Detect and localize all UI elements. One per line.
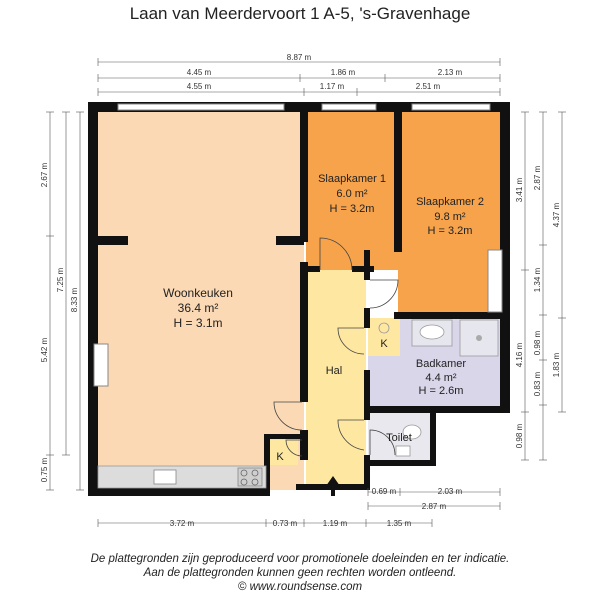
dim-right-a-1: 3.41 m — [515, 177, 524, 203]
woonkeuken-height: H = 3.1m — [173, 316, 223, 330]
badkamer-height: H = 2.6m — [418, 385, 464, 397]
dim-left-outer-a: 2.67 m — [40, 162, 49, 188]
kast2-label: K — [276, 451, 284, 463]
disclaimer-line-3: © www.roundsense.com — [237, 581, 363, 593]
dim-bottom-row3-a: 3.72 m — [169, 519, 195, 528]
dim-right-b-3: 0.98 m — [533, 330, 542, 356]
kast1-label: K — [380, 338, 388, 350]
dim-right-a-2: 4.16 m — [515, 342, 524, 368]
dim-right-c: 4.37 m — [552, 202, 561, 228]
dim-top-total: 8.87 m — [286, 53, 312, 62]
dim-right-b-4: 0.83 m — [533, 371, 542, 397]
dim-left-outer-b: 5.42 m — [40, 337, 49, 363]
dim-top-row3-c: 2.51 m — [415, 82, 441, 91]
room-hal-fill — [306, 270, 366, 485]
slaapkamer2-height: H = 3.2m — [427, 225, 473, 237]
dim-left-inner: 8.33 m — [70, 287, 79, 313]
dim-bottom-row1-a: 0.69 m — [371, 487, 397, 496]
toilet-label: Toilet — [386, 432, 412, 444]
dim-top-row2-b: 1.86 m — [330, 68, 356, 77]
woonkeuken-area: 36.4 m² — [177, 301, 219, 315]
room-woonkeuken-fill — [96, 110, 304, 490]
woonkeuken-label: Woonkeuken — [163, 286, 233, 300]
dim-top-row3-b: 1.17 m — [319, 82, 345, 91]
dim-bottom-row1-b: 2.03 m — [437, 487, 463, 496]
hal-label: Hal — [325, 365, 343, 377]
badkamer-area: 4.4 m² — [425, 372, 457, 384]
dim-right-a-3: 0.98 m — [515, 423, 524, 449]
slaapkamer1-area: 6.0 m² — [336, 188, 368, 200]
dim-top-row2-c: 2.13 m — [437, 68, 463, 77]
dim-bottom-row3-b: 0.73 m — [272, 519, 298, 528]
room-kast1-fill — [368, 318, 400, 356]
dim-top-row3-a: 4.55 m — [186, 82, 212, 91]
disclaimer-line-2: Aan de plattegronden kunnen geen rechten worden ontleend. — [143, 567, 457, 579]
dim-left-outer-c: 0.75 m — [40, 457, 49, 483]
slaapkamer2-label: Slaapkamer 2 — [416, 196, 484, 208]
badkamer-label: Badkamer — [415, 358, 467, 370]
kitchen-counter — [98, 466, 266, 488]
dim-bottom-row3-d: 1.35 m — [386, 519, 412, 528]
slaapkamer2-area: 9.8 m² — [434, 211, 466, 223]
plan-title: Laan van Meerdervoort 1 A-5, 's-Gravenhage — [129, 4, 471, 23]
dim-right-b-1: 2.87 m — [533, 165, 542, 191]
dim-left-mid: 7.25 m — [56, 267, 65, 293]
dim-bottom-row3-c: 1.19 m — [322, 519, 348, 528]
dim-right-b-5: 1.83 m — [552, 352, 561, 378]
dim-bottom-row2: 2.87 m — [421, 502, 447, 511]
dim-right-b-2: 1.34 m — [533, 267, 542, 293]
slaapkamer1-label: Slaapkamer 1 — [318, 173, 386, 185]
disclaimer-line-1: De plattegronden zijn geproduceerd voor promotionele doeleinden en ter indicatie. — [90, 553, 510, 565]
slaapkamer1-height: H = 3.2m — [329, 203, 375, 215]
dim-top-row2-a: 4.45 m — [186, 68, 212, 77]
